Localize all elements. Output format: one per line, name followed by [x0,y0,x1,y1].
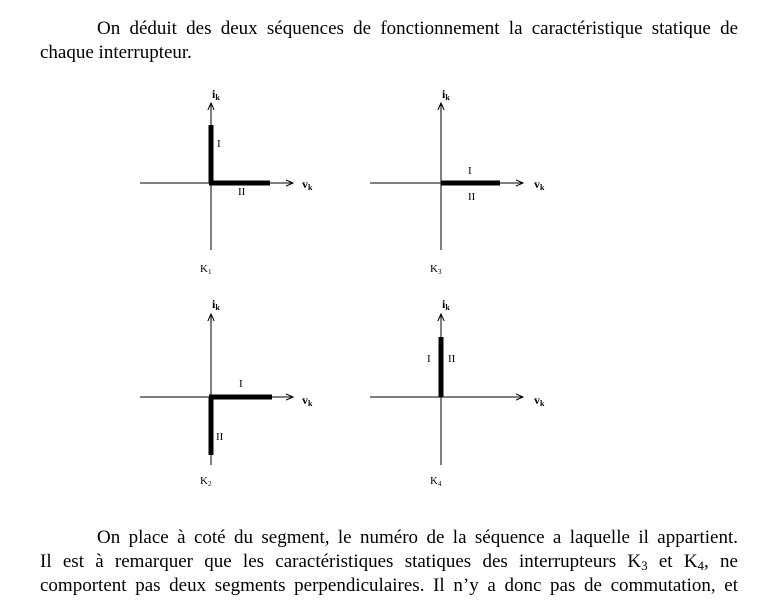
segment-label-ii: II [468,191,476,203]
v-axis-label: vk [302,393,313,408]
i-axis-label: ik [442,297,450,312]
conclusion-line-1: On place à coté du segment, le numéro de la séquence a laquelle il appartient. [97,527,738,548]
v-axis-label: vk [534,177,545,192]
switch-label: K2 [200,475,212,488]
intro-line-1: On déduit des deux séquences de fonctionnement la caractéristique statique de [97,18,738,39]
intro-line-2: chaque interrupteur. [40,42,192,63]
segment-label-ii: II [448,353,456,365]
v-axis-label: vk [534,393,545,408]
conclusion-paragraph [40,526,738,598]
i-axis-label: ik [442,87,450,102]
v-axis-label: vk [302,177,313,192]
diagram-k3 [370,87,545,276]
segment-label-ii: II [238,186,246,198]
diagram-k4 [370,297,545,488]
segment-label-i: I [468,165,472,177]
switch-label: K4 [430,475,442,488]
conclusion-line-3: comportent pas deux segments perpendiculaires. Il n’y a donc pas de commutation, et [40,575,738,596]
diagram-k2 [140,297,313,488]
segment-label-i: I [239,378,243,390]
switch-label: K3 [430,263,442,276]
diagram-k1 [140,87,313,276]
segment-label-i: I [217,138,221,150]
i-axis-label: ik [212,297,220,312]
conclusion-line-2: Il est à remarquer que les caractéristiques statiques des interrupteurs $K_3$ et $K_4$, ne [40,551,738,573]
segment-label-i: I [427,353,431,365]
i-axis-label: ik [212,87,220,102]
segment-label-ii: II [216,431,224,443]
switch-label: K1 [200,263,212,276]
